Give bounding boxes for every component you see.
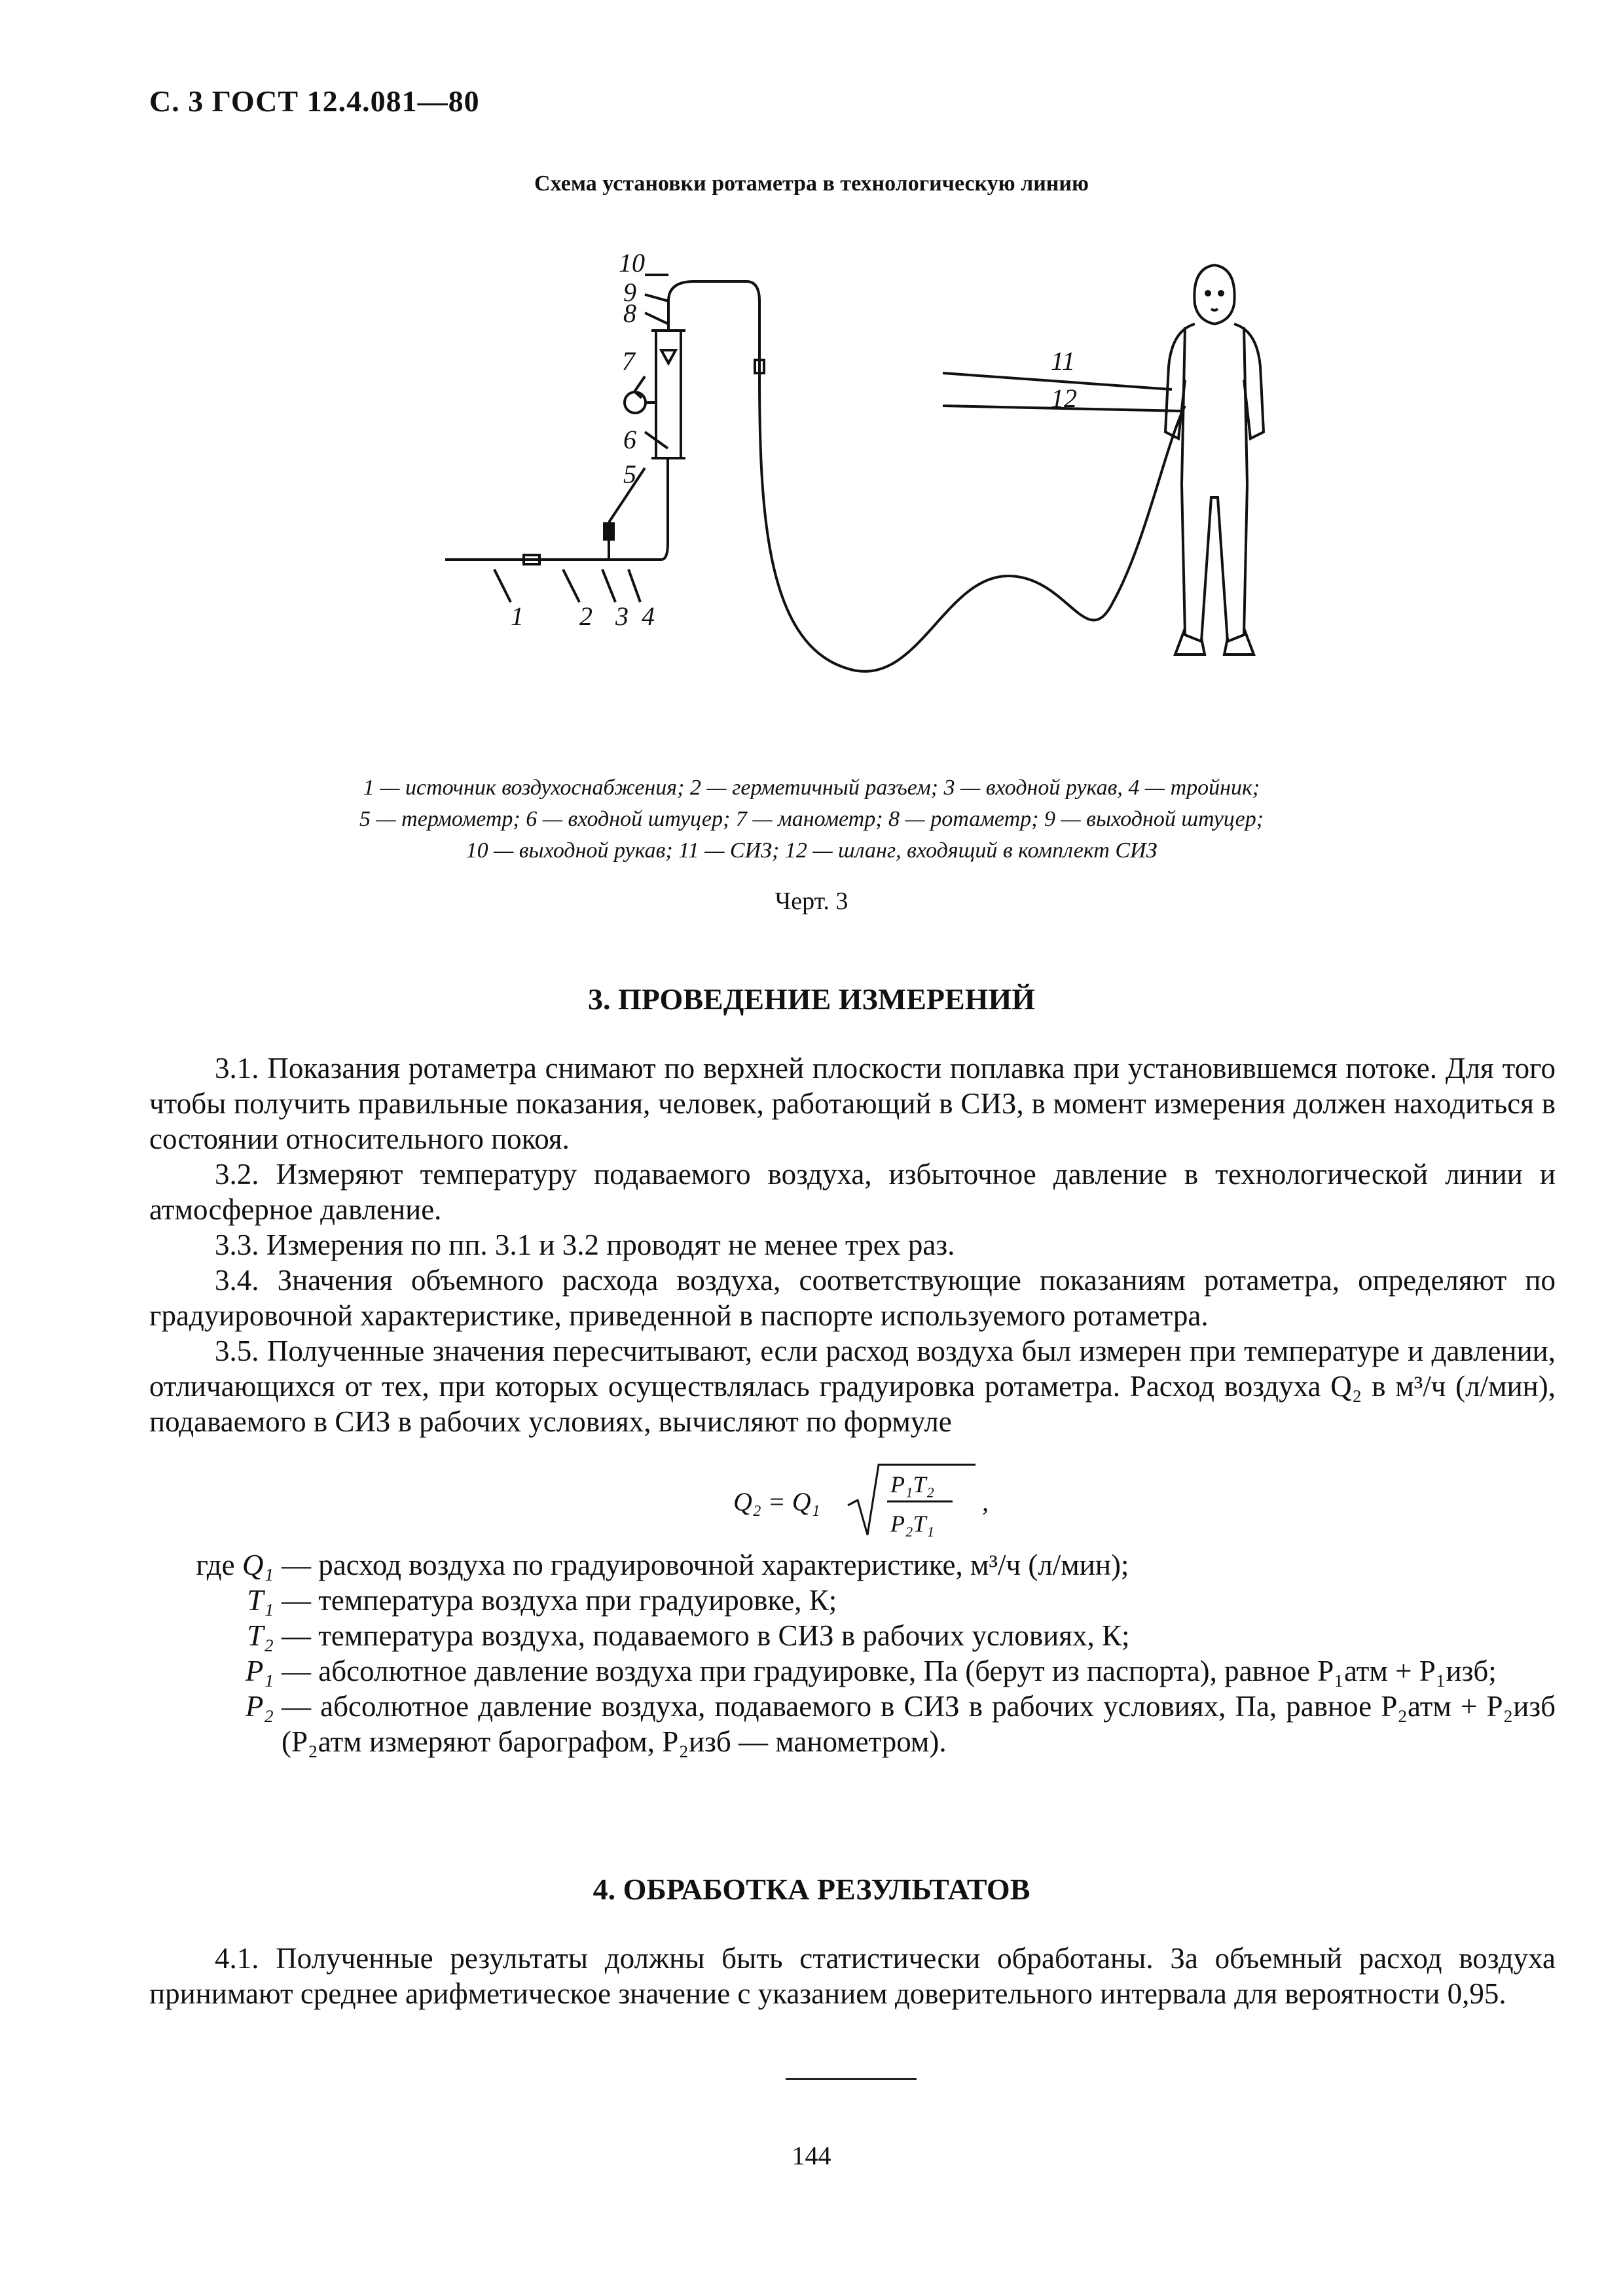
- separator-line: [786, 2078, 917, 2080]
- definition-symbol: P₂: [245, 1690, 274, 1723]
- diagram-label-5: 5: [623, 459, 636, 489]
- formula-lhs: Q₂ = Q₁: [733, 1487, 820, 1516]
- diagram-label-3: 3: [615, 601, 629, 631]
- definition-row: [149, 1547, 1556, 1583]
- diagram-label-10: 10: [619, 248, 645, 278]
- section-4-body: [149, 1941, 1556, 2011]
- formula: [733, 1460, 1008, 1545]
- diagram-label-7: 7: [622, 346, 635, 376]
- definition-symbol: T₂: [247, 1619, 274, 1652]
- diagram-label-2: 2: [579, 601, 593, 631]
- definition-row: [149, 1653, 1556, 1689]
- formula-definitions: [149, 1547, 1556, 1759]
- definition-text: — абсолютное давление воздуха, подаваемого в СИЗ в рабочих условиях, Па, равное P₂атм + P₂изб (P₂атм измеряют барографом, P₂изб — манометром).: [282, 1690, 1556, 1758]
- diagram-label-12: 12: [1051, 384, 1077, 413]
- paragraph-3-3: 3.3. Измерения по пп. 3.1 и 3.2 проводят не менее трех раз.: [215, 1229, 955, 1261]
- definition-text: — температура воздуха при градуировке, К;: [282, 1584, 837, 1617]
- formula-denominator: P₂T₁: [890, 1511, 935, 1537]
- formula-comma: ,: [982, 1487, 989, 1516]
- figure-caption: Черт. 3: [775, 888, 848, 915]
- legend-line: 10 — выходной рукав; 11 — СИЗ; 12 — шланг, входящий в комплект СИЗ: [465, 838, 1158, 863]
- paragraph-4-1: 4.1. Полученные результаты должны быть статистически обработаны. За объемный расход воздуха принимают среднее арифметическое значение с указанием доверительного интервала для вероятности 0,95.: [149, 1942, 1556, 2010]
- diagram-label-4: 4: [642, 601, 655, 631]
- figure-legend: [0, 772, 1623, 867]
- definition-row: [149, 1689, 1556, 1759]
- definition-text: — расход воздуха по градуировочной характеристике, м³/ч (л/мин);: [282, 1549, 1129, 1581]
- legend-line: 5 — термометр; 6 — входной штуцер; 7 — манометр; 8 — ротаметр; 9 — выходной штуцер;: [359, 807, 1264, 831]
- page-header: С. 3 ГОСТ 12.4.081—80: [149, 84, 480, 118]
- paragraph-3-5: 3.5. Полученные значения пересчитывают, если расход воздуха был измерен при температуре и давлении, отличающихся от тех, при которых осуществлялась градуировка ротаметра. Расход воздуха Q₂ в м³/ч (л/мин), подаваемого в СИЗ в рабочих условиях, вычисляют по формуле: [149, 1335, 1556, 1438]
- definition-symbol: P₁: [245, 1655, 274, 1687]
- diagram-label-9: 9: [623, 278, 636, 307]
- diagram-label-6: 6: [623, 425, 636, 454]
- paragraph-3-2: 3.2. Измеряют температуру подаваемого воздуха, избыточное давление в технологической линии и атмосферное давление.: [149, 1158, 1556, 1226]
- rotameter-setup-diagram: [419, 236, 1309, 694]
- definition-row: [149, 1618, 1556, 1653]
- diagram-label-1: 1: [511, 601, 524, 631]
- definition-text: — температура воздуха, подаваемого в СИЗ в рабочих условиях, К;: [282, 1619, 1130, 1652]
- definition-row: [149, 1583, 1556, 1618]
- section-3-heading: 3. ПРОВЕДЕНИЕ ИЗМЕРЕНИЙ: [587, 982, 1036, 1016]
- section-4-heading: 4. ОБРАБОТКА РЕЗУЛЬТАТОВ: [593, 1873, 1030, 1906]
- legend-line: 1 — источник воздухоснабжения; 2 — герметичный разъем; 3 — входной рукав, 4 — тройник;: [363, 776, 1260, 800]
- formula-numerator: P₁T₂: [890, 1471, 935, 1498]
- definition-symbol: где Q₁: [196, 1549, 274, 1581]
- paragraph-3-1: 3.1. Показания ротаметра снимают по верхней плоскости поплавка при установившемся потоке. Для того чтобы получить правильные показания, человек, работающий в СИЗ, в момент измерения должен находиться в состоянии относительного покоя.: [149, 1052, 1556, 1155]
- section-3-body: [149, 1050, 1556, 1439]
- definition-symbol: T₁: [247, 1584, 274, 1617]
- figure-title: Схема установки ротаметра в технологическую линию: [534, 171, 1089, 196]
- paragraph-3-4: 3.4. Значения объемного расхода воздуха, соответствующие показаниям ротаметра, определяют по градуировочной характеристике, приведенной в паспорте используемого ротаметра.: [149, 1264, 1556, 1332]
- page-number: 144: [792, 2141, 831, 2170]
- diagram-label-11: 11: [1051, 346, 1076, 376]
- definition-text: — абсолютное давление воздуха при градуировке, Па (берут из паспорта), равное P₁атм + P₁изб;: [282, 1655, 1497, 1687]
- diagram-label-8: 8: [623, 298, 636, 328]
